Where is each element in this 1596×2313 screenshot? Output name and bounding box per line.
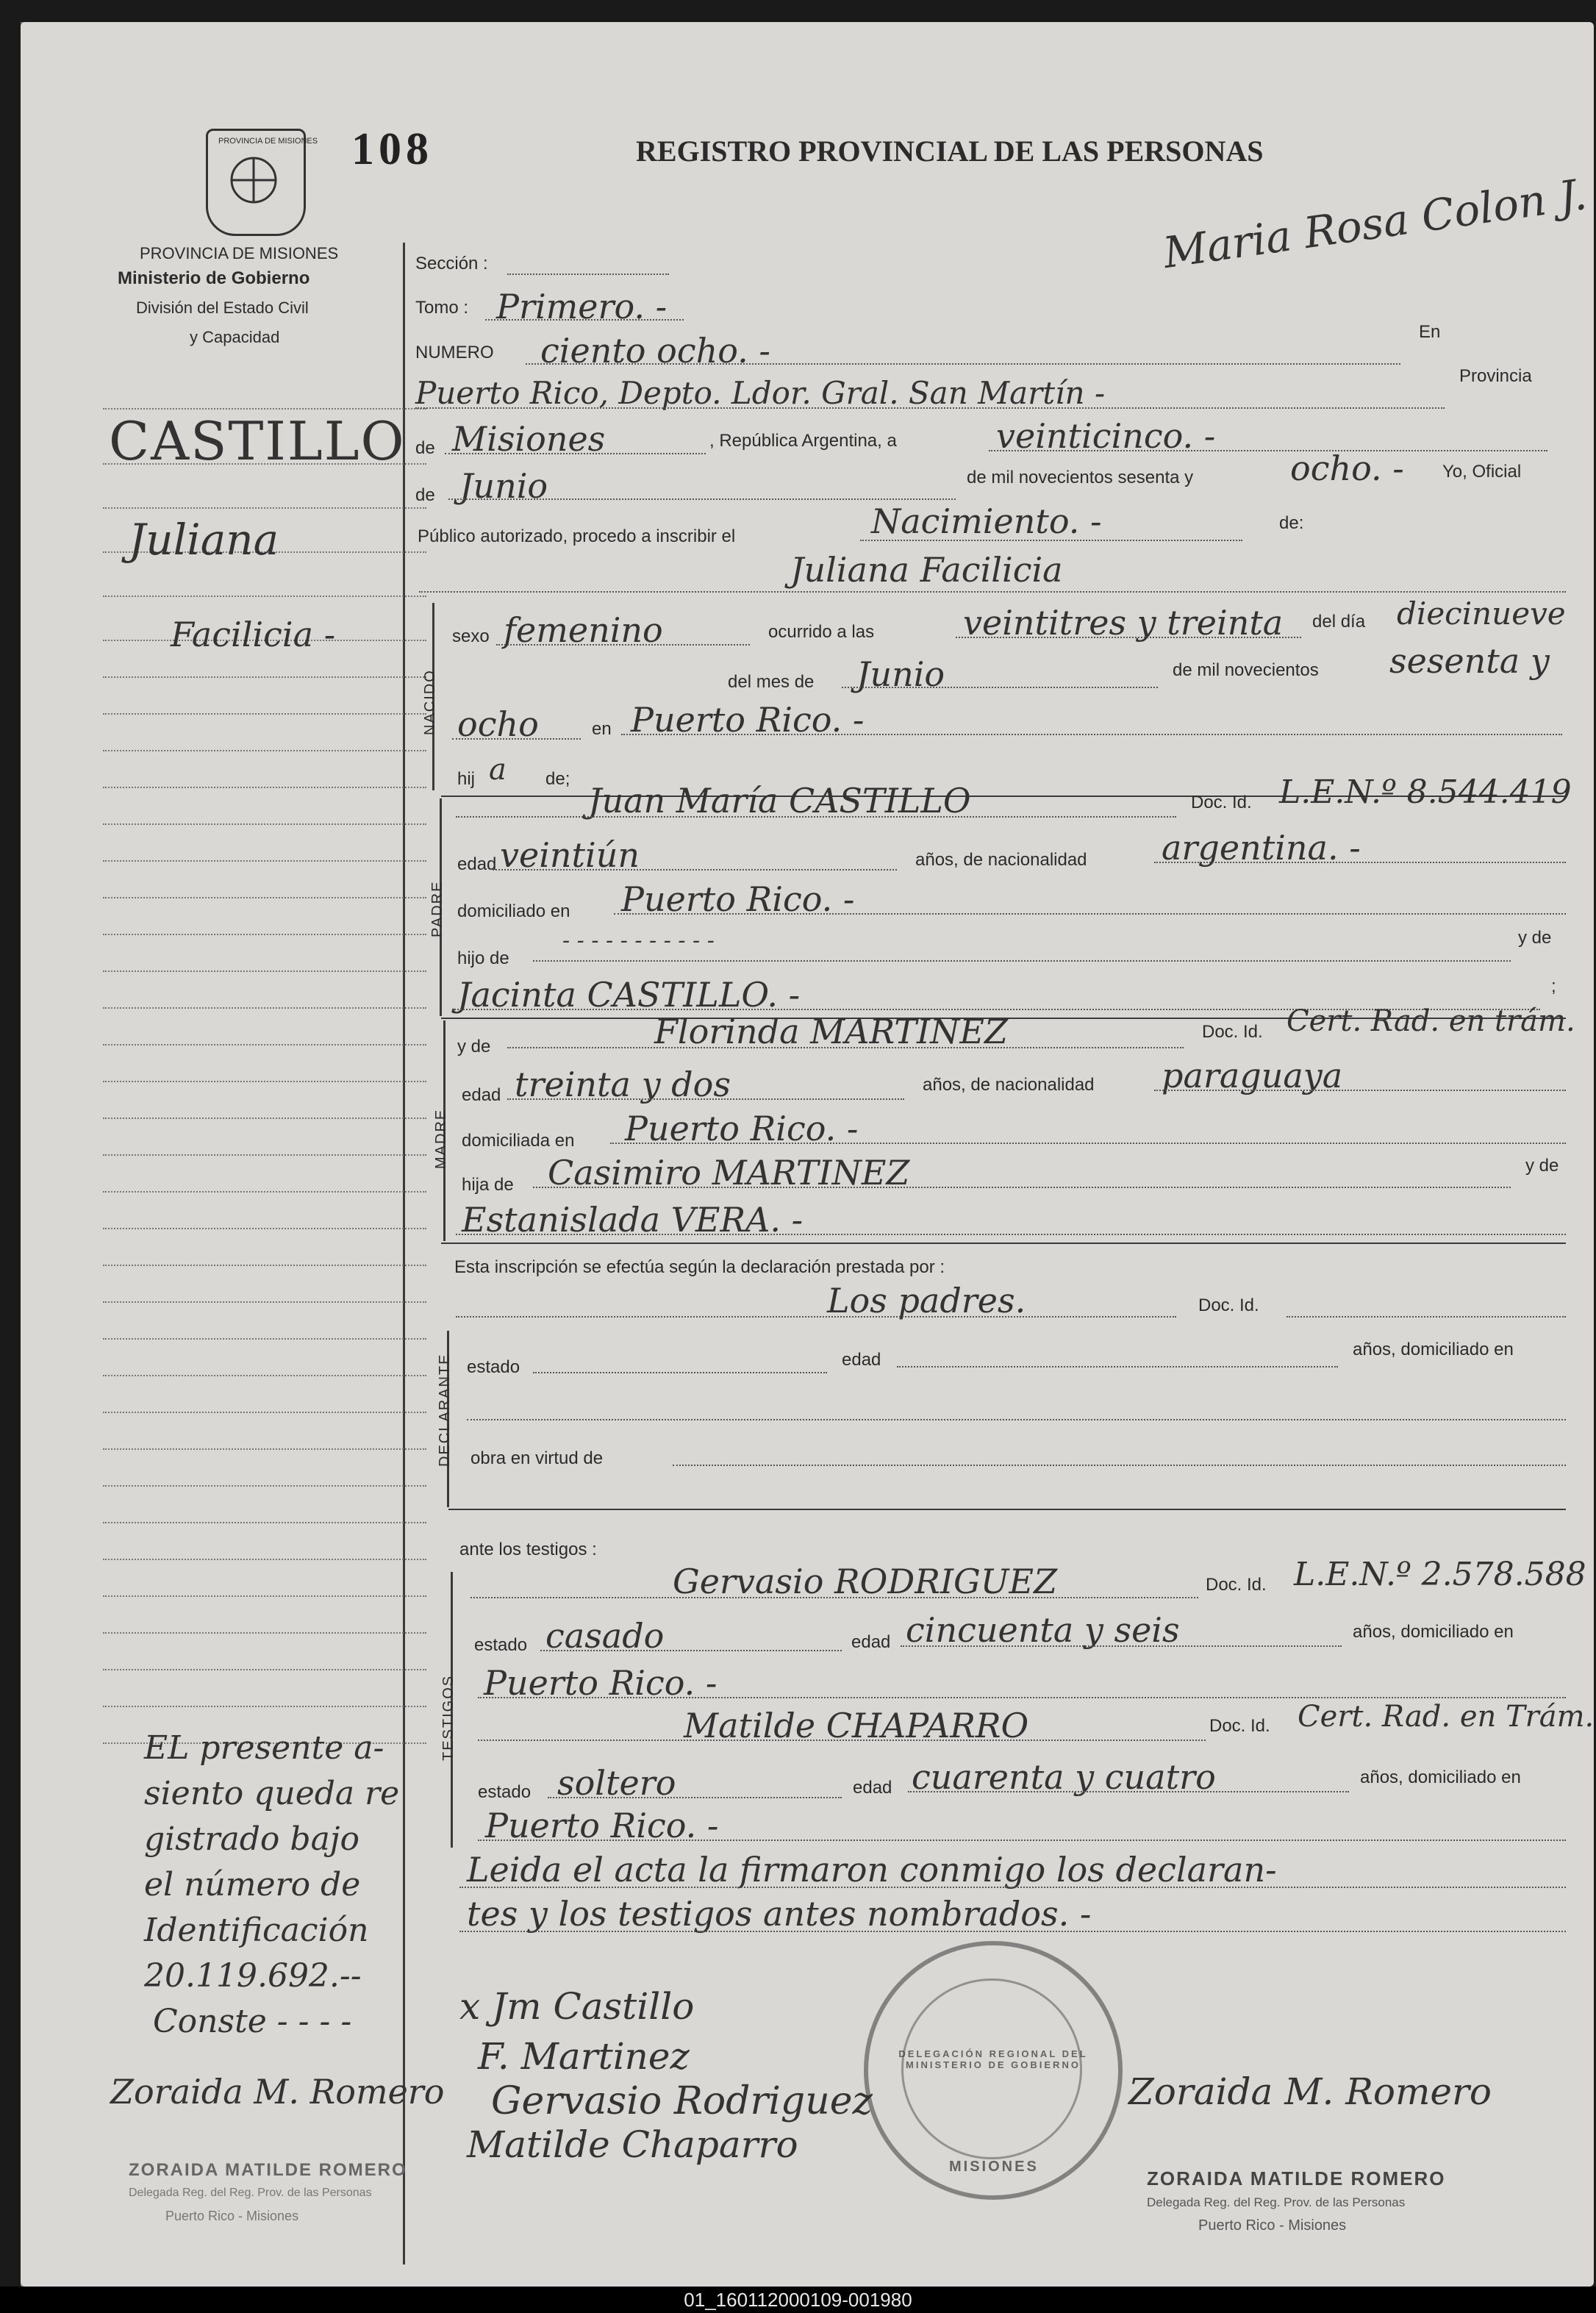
act-number: 108 (351, 124, 433, 174)
signature-mother: F. Martinez (478, 2035, 690, 2078)
margin-note-line-1: EL presente a- (144, 1729, 384, 1767)
padre-nac-label: años, de nacionalidad (915, 850, 1087, 870)
testigo2-anios-label: años, domiciliado en (1360, 1767, 1521, 1787)
mil-born-label: de mil novecientos (1173, 660, 1319, 680)
testigo1-nombre: Gervasio RODRIGUEZ (673, 1562, 1058, 1601)
round-stamp-bottom: MISIONES (949, 2159, 1039, 2175)
testigo1-estado-value: casado (545, 1616, 665, 1656)
madre-madre-value: Estanislada VERA. - (462, 1200, 804, 1240)
padre-semicolon: ; (1551, 976, 1556, 996)
margin-note-line-3: gistrado bajo (144, 1820, 359, 1858)
official-stamp-place: Puerto Rico - Misiones (1198, 2217, 1347, 2234)
office-line-1: PROVINCIA DE MISIONES (140, 244, 339, 262)
closing-line-2: tes y los testigos antes nombrados. - (467, 1894, 1092, 1934)
tomo-label: Tomo : (415, 298, 469, 318)
margin-note-line-6: 20.119.692.-- (144, 1957, 362, 1995)
padre-side-label: PADRE (429, 880, 445, 937)
top-signature: Maria Rosa Colon J. (1160, 168, 1590, 279)
republica-label: , República Argentina, a (709, 431, 897, 451)
signature-father: x Jm Castillo (459, 1985, 695, 2028)
madre-nombre: Florinda MARTINEZ (654, 1012, 1008, 1051)
madre-edad-label: edad (462, 1085, 501, 1105)
padre-dom-value: Puerto Rico. - (621, 879, 855, 919)
de3-label: de: (1279, 513, 1304, 533)
declarante-edad-label: edad (842, 1350, 881, 1370)
testigo1-dom-value: Puerto Rico. - (484, 1663, 718, 1703)
declarante-por-value: Los padres. (827, 1281, 1026, 1320)
dia-value: veinticinco. - (996, 416, 1216, 456)
testigo2-estado-label: estado (478, 1782, 532, 1802)
margin-note-line-7: Conste - - - - (153, 2003, 352, 2040)
madre-doc-label: Doc. Id. (1202, 1022, 1263, 1042)
del-dia-label: del día (1312, 612, 1366, 632)
numero-value: ciento ocho. - (540, 331, 770, 371)
hora-value: veintitres y treinta (963, 603, 1284, 643)
signature-witness-2: Matilde Chaparro (467, 2123, 798, 2166)
ocurrido-label: ocurrido a las (768, 622, 875, 642)
provincia-label: Provincia (1459, 366, 1532, 386)
mil-novecientos-label: de mil novecientos sesenta y (967, 468, 1194, 487)
testigo2-doc-label: Doc. Id. (1209, 1716, 1270, 1736)
padre-nombre: Juan María CASTILLO (588, 781, 971, 821)
mes-value: Junio (459, 466, 548, 506)
signature-official: Zoraida M. Romero (1128, 2070, 1492, 2113)
seal-text: PROVINCIA DE MISIONES (218, 137, 318, 146)
testigo1-doc-value: L.E.N.º 2.578.588 (1294, 1556, 1586, 1593)
margin-name-1: Juliana (129, 515, 279, 565)
declarante-side-label: DECLARANTE (437, 1353, 453, 1467)
yo-oficial-label: Yo, Oficial (1442, 462, 1522, 482)
testigo2-estado-value: soltero (557, 1763, 676, 1803)
province-seal-icon (206, 129, 318, 236)
testigo2-edad-label: edad (853, 1778, 892, 1798)
padre-doc-label: Doc. Id. (1191, 793, 1252, 812)
padre-edad-value: veintiún (500, 835, 640, 875)
official-round-stamp (864, 1941, 1123, 2200)
padre-doc-value: L.E.N.º 8.544.419 (1279, 773, 1572, 811)
testigo2-nombre: Matilde CHAPARRO (684, 1706, 1029, 1745)
testigo1-edad-value: cincuenta y seis (906, 1610, 1180, 1650)
madre-hija-label: hija de (462, 1175, 514, 1195)
declarante-doc-label: Doc. Id. (1198, 1295, 1259, 1315)
office-line-2: Ministerio de Gobierno (118, 268, 310, 288)
testigo1-edad-label: edad (851, 1632, 891, 1652)
anio2-born-value: ocho (457, 704, 539, 744)
provincia-value: Misiones (452, 419, 606, 459)
sexo-label: sexo (452, 626, 490, 646)
official-stamp-sub: Delegada Reg. del Reg. Prov. de las Personas (1147, 2195, 1406, 2209)
anio-value: ocho. - (1290, 448, 1404, 488)
page-title: REGISTRO PROVINCIAL DE LAS PERSONAS (636, 135, 1264, 168)
padre-edad-label: edad (457, 854, 497, 874)
office-line-3: División del Estado Civil (136, 298, 309, 317)
official-stamp-name: ZORAIDA MATILDE ROMERO (1147, 2167, 1446, 2189)
image-caption: 01_160112000109-001980 (0, 2287, 1596, 2313)
en-born-label: en (592, 719, 612, 739)
de2-label: de (415, 485, 435, 505)
numero-label: NUMERO (415, 343, 494, 362)
testigo1-estado-label: estado (474, 1635, 528, 1655)
anio1-born-value: sesenta y (1389, 641, 1550, 681)
padre-nac-value: argentina. - (1162, 828, 1361, 868)
testigo2-dom-value: Puerto Rico. - (485, 1806, 719, 1845)
office-line-4: y Capacidad (190, 328, 280, 346)
madre-edad-value: treinta y dos (515, 1065, 731, 1104)
hij-de-label: de; (545, 769, 570, 789)
declarante-obra-label: obra en virtud de (470, 1448, 604, 1468)
seccion-label: Sección : (415, 254, 488, 274)
declarante-estado-label: estado (467, 1357, 520, 1377)
signature-witness-1: Gervasio Rodriguez (491, 2079, 873, 2123)
madre-padre-value: Casimiro MARTINEZ (548, 1153, 910, 1193)
testigo2-doc-value: Cert. Rad. en Trám. (1298, 1700, 1595, 1734)
round-stamp-text: DELEGACIÓN REGIONAL DEL MINISTERIO DE GOBIERNO (898, 2048, 1088, 2070)
madre-side-label: MADRE (433, 1108, 449, 1169)
madre-dom-value: Puerto Rico. - (625, 1109, 859, 1148)
closing-line-1: Leida el acta la firmaron conmigo los declaran- (467, 1850, 1277, 1890)
hij-value: a (489, 753, 507, 787)
madre-nac-label: años, de nacionalidad (923, 1075, 1095, 1095)
margin-divider (403, 243, 405, 2264)
en-label: En (1419, 322, 1441, 342)
testigo2-edad-value: cuarenta y cuatro (912, 1757, 1216, 1797)
testigos-side-label: TESTIGOS (440, 1674, 457, 1761)
de-label: de (415, 438, 435, 458)
mes-born-value: Junio (856, 654, 945, 694)
padre-madre-value: Jacinta CASTILLO. - (457, 975, 801, 1015)
nacido-side-label: NACIDO (422, 669, 438, 735)
testigo1-doc-label: Doc. Id. (1206, 1575, 1267, 1595)
publico-label: Público autorizado, procedo a inscribir el (418, 526, 736, 546)
madre-yde2-label: y de (1525, 1156, 1559, 1176)
margin-surname: CASTILLO (109, 410, 406, 472)
testigo1-anios-label: años, domiciliado en (1353, 1622, 1514, 1642)
margin-stamp-sub: Delegada Reg. del Reg. Prov. de las Personas (129, 2187, 372, 2199)
margin-signature: Zoraida M. Romero (110, 2072, 445, 2112)
lugar-born-value: Puerto Rico. - (631, 700, 865, 740)
tomo-value: Primero. - (496, 287, 668, 326)
acto-value: Nacimiento. - (871, 501, 1102, 541)
margin-stamp-name: ZORAIDA MATILDE ROMERO (129, 2160, 407, 2180)
declaracion-intro: Esta inscripción se efectúa según la declaración prestada por : (454, 1257, 945, 1277)
madre-doc-value: Cert. Rad. en trám. (1287, 1004, 1575, 1038)
declarante-anios-label: años, domiciliado en (1353, 1340, 1514, 1359)
padre-hijo-label: hijo de (457, 948, 509, 968)
margin-note-line-4: el número de (144, 1866, 361, 1903)
margin-note-line-2: siento queda re (144, 1775, 400, 1812)
padre-hijo-value: - - - - - - - - - - - (562, 928, 715, 954)
testigos-intro: ante los testigos : (459, 1540, 597, 1559)
del-mes-label: del mes de (728, 672, 815, 692)
padre-dom-label: domiciliado en (457, 901, 570, 921)
margin-stamp-place: Puerto Rico - Misiones (165, 2209, 299, 2223)
place-value: Puerto Rico, Depto. Ldor. Gral. San Martín - (415, 375, 1106, 411)
nombre-value: Juliana Facilicia (790, 550, 1063, 590)
dia-born-value: diecinueve (1397, 596, 1566, 632)
padre-yde-label: y de (1518, 928, 1552, 948)
madre-nac-value: paraguaya (1162, 1056, 1343, 1095)
sexo-value: femenino (504, 610, 663, 650)
margin-name-2: Facilicia - (171, 615, 336, 654)
madre-dom-label: domiciliada en (462, 1131, 575, 1151)
margin-note-line-5: Identificación (144, 1912, 369, 1949)
madre-yde-label: y de (457, 1037, 491, 1057)
hij-label: hij (457, 769, 476, 789)
